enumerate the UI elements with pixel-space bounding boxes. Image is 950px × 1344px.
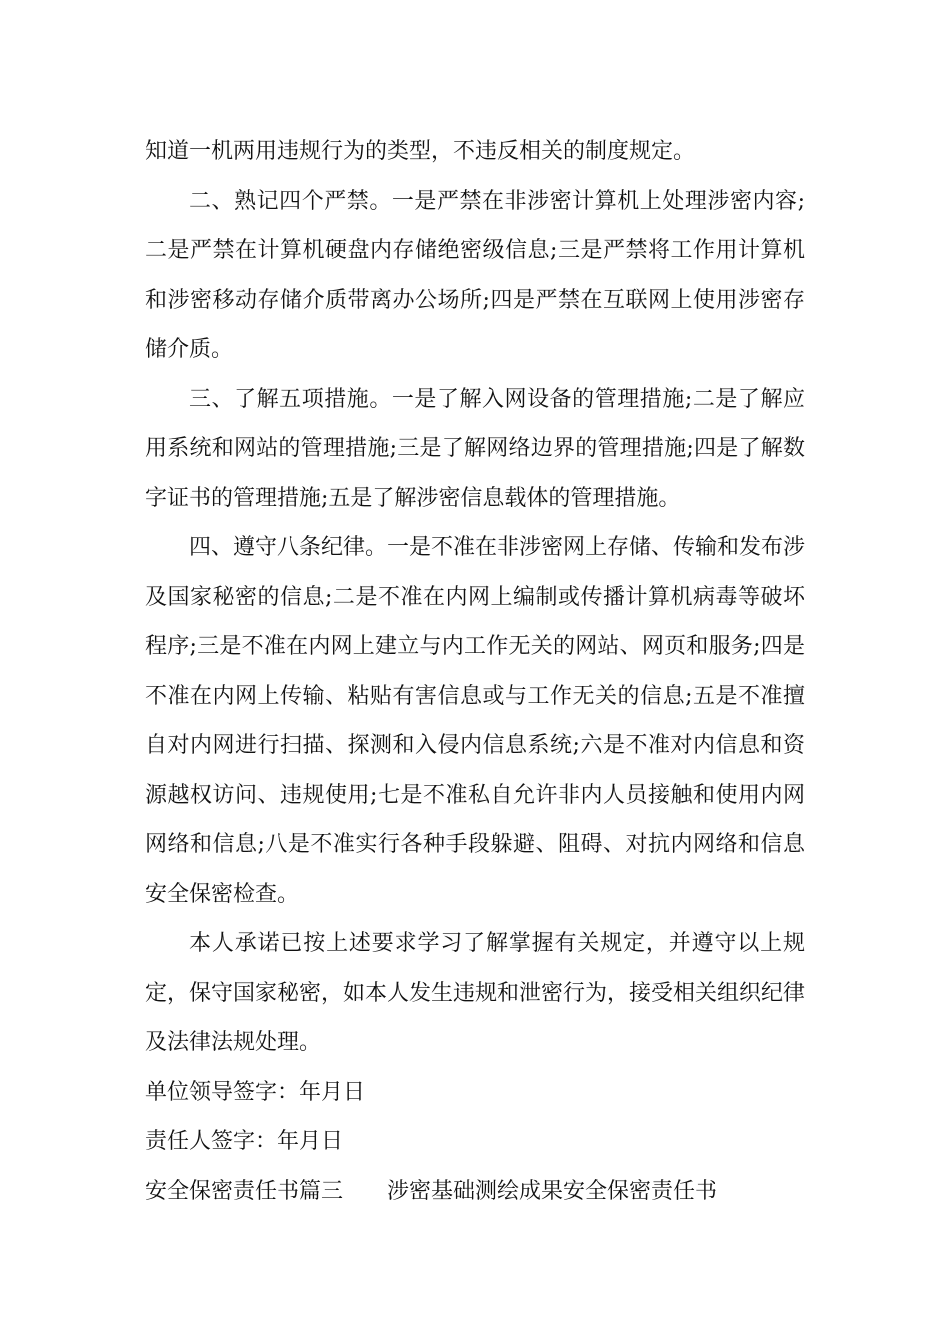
- continuation-paragraph: 知道一机两用违规行为的类型，不违反相关的制度规定。: [145, 139, 696, 164]
- document-body: [145, 127, 805, 1216]
- section-three-paragraph: 三、了解五项措施。一是了解入网设备的管理措施;二是了解应用系统和网站的管理措施;三是了解网络边界的管理措施;四是了解数字证书的管理措施;五是了解涉密信息载体的管理措施。: [145, 386, 805, 511]
- section-four-paragraph: 四、遵守八条纪律。一是不准在非涉密网上存储、传输和发布涉及国家秘密的信息;二是不准在内网上编制或传播计算机病毒等破坏程序;三是不准在内网上建立与内工作无关的网站、网页和服务;四是不准在内网上传输、粘贴有害信息或与工作无关的信息;五是不准擅自对内网进行扫描、探测和入侵内信息系统;六是不准对内信息和资源越权访问、违规使用;七是不准私自允许非内人员接触和使用内网网络和信息;八是不准实行各种手段躲避、阻碍、对抗内网络和信息安全保密检查。: [145, 535, 806, 907]
- next-section-subtitle: 涉密基础测绘成果安全保密责任书: [387, 1178, 718, 1204]
- section-two-paragraph: 二、熟记四个严禁。一是严禁在非涉密计算机上处理涉密内容;二是严禁在计算机硬盘内存储绝密级信息;三是严禁将工作用计算机和涉密移动存储介质带离办公场所;四是严禁在互联网上使用涉密存储介质。: [145, 188, 805, 362]
- leader-signature-line: 单位领导签字：年月日: [145, 1079, 366, 1105]
- commitment-paragraph: 本人承诺已按上述要求学习了解掌握有关规定，并遵守以上规定，保守国家秘密，如本人发生违规和泄密行为，接受相关组织纪律及法律法规处理。: [145, 931, 806, 1055]
- responsible-signature-line: 责任人签字：年月日: [145, 1129, 344, 1154]
- next-section-title: 安全保密责任书篇三: [145, 1178, 344, 1204]
- next-section-heading: [145, 1167, 805, 1217]
